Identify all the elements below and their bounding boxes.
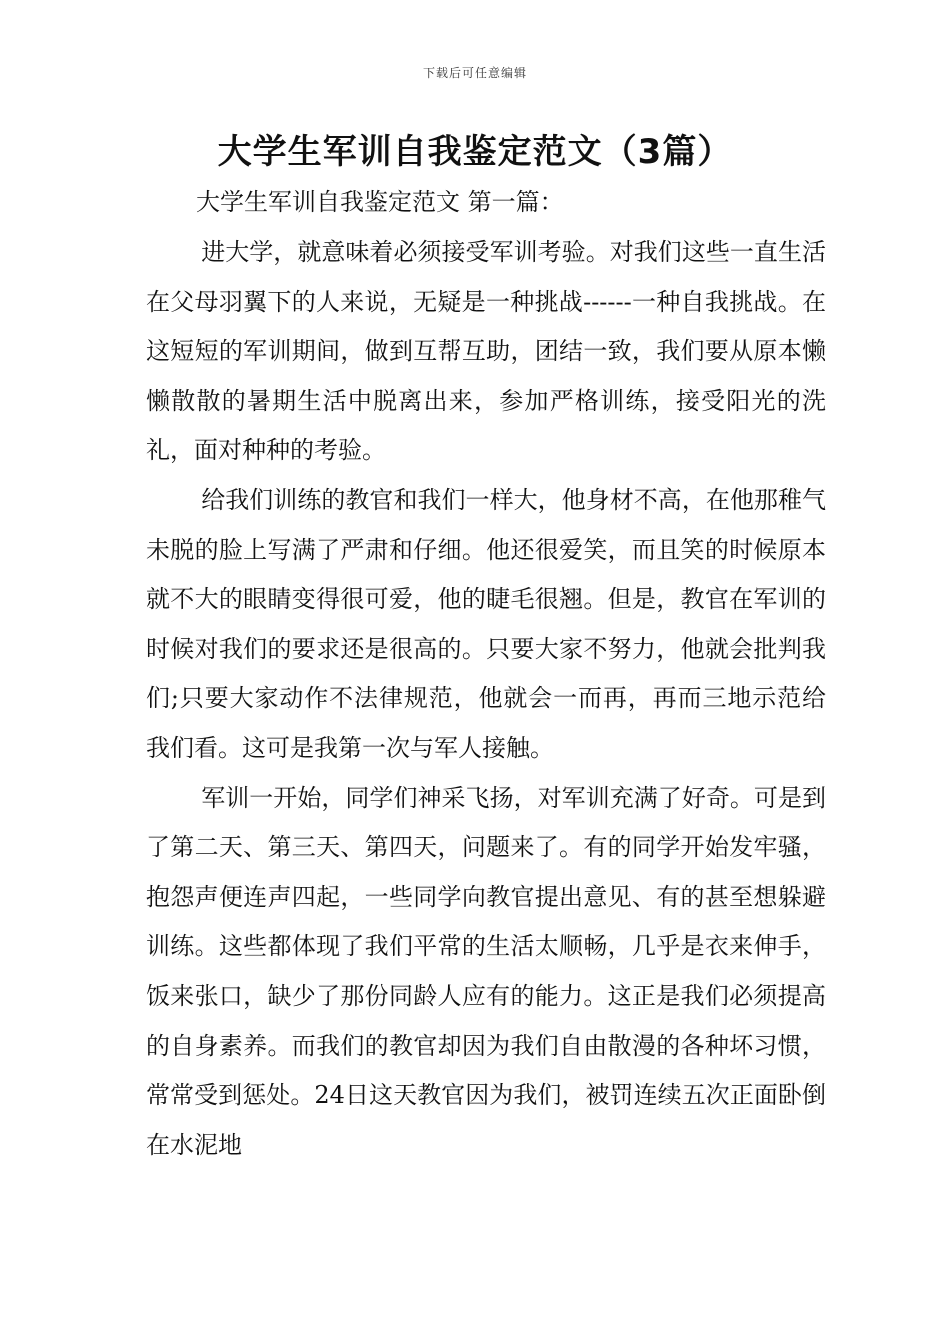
body-text	[146, 228, 826, 1170]
section-heading: 大学生军训自我鉴定范文 第一篇：	[196, 188, 564, 216]
document-title: 大学生军训自我鉴定范文（3篇）	[217, 132, 733, 172]
paragraph-2: 给我们训练的教官和我们一样大，他身材不高，在他那稚气未脱的脸上写满了严肃和仔细。他还很爱笑，而且笑的时候原本就不大的眼睛变得很可爱，他的睫毛很翘。但是，教官在军训的时候对我们的要求还是很高的。只要大家不努力，他就会批判我们;只要大家动作不法律规范，他就会一而再，再而三地示范给我们看。这可是我第一次与军人接触。	[146, 485, 826, 762]
paragraph-1: 进大学，就意味着必须接受军训考验。对我们这些一直生活在父母羽翼下的人来说，无疑是一种挑战------一种自我挑战。在这短短的军训期间，做到互帮互助，团结一致，我们要从原本懒懒散散的暑期生活中脱离出来，参加严格训练，接受阳光的洗礼，面对种种的考验。	[146, 238, 826, 465]
paragraph-3: 军训一开始，同学们神采飞扬，对军训充满了好奇。可是到了第二天、第三天、第四天，问题来了。有的同学开始发牢骚，抱怨声便连声四起，一些同学向教官提出意见、有的甚至想躲避训练。这些都体现了我们平常的生活太顺畅，几乎是衣来伸手，饭来张口，缺少了那份同龄人应有的能力。这正是我们必须提高的自身素养。而我们的教官却因为我们自由散漫的各种坏习惯，常常受到惩处。24日这天教官因为我们，被罚连续五次正面卧倒在水泥地	[146, 783, 826, 1159]
header-note: 下载后可任意编辑	[422, 66, 527, 80]
